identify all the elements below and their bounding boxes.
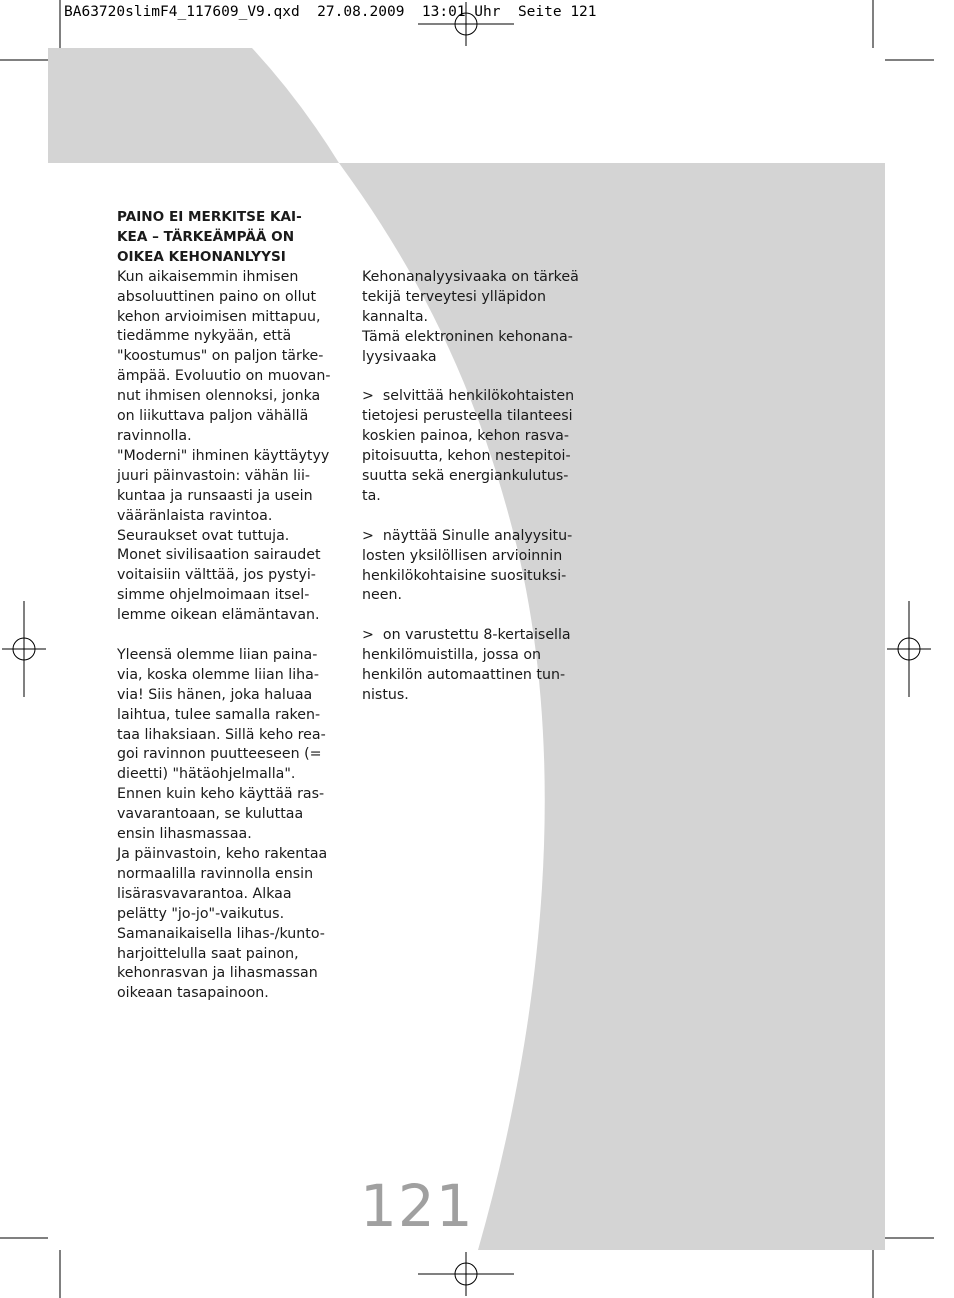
text-line: juuri päinvastoin: vähän lii- — [117, 467, 311, 484]
text-line: voitaisiin välttää, jos pystyi- — [117, 567, 316, 584]
text-line: laihtua, tulee samalla raken- — [117, 706, 321, 723]
left-column-body — [117, 268, 332, 1005]
text-line: lyysivaaka — [362, 348, 437, 365]
text-line: dieetti) "hätäohjelmalla". — [117, 766, 296, 783]
text-line: ensin lihasmassaa. — [117, 826, 252, 843]
text-line: ravinnolla. — [117, 427, 192, 444]
section-heading — [117, 208, 332, 268]
text-line: "koostumus" on paljon tärke- — [117, 348, 324, 365]
text-line: Kun aikaisemmin ihmisen — [117, 268, 299, 285]
text-line: lemme oikean elämäntavan. — [117, 607, 320, 624]
page-number: 121 — [360, 1172, 474, 1240]
text-line: koskien painoa, kehon rasva- — [362, 428, 569, 445]
left-text-column — [117, 208, 332, 1004]
registration-mark-right — [887, 601, 931, 697]
text-line: absoluuttinen paino on ollut — [117, 288, 317, 305]
text-line: via, koska olemme liian liha- — [117, 666, 319, 683]
text-line — [362, 507, 577, 527]
text-line: Kehonanalyysivaaka on tärkeä — [362, 269, 579, 285]
text-line: suutta sekä energiankulutus- — [362, 468, 569, 485]
text-line: pelätty "jo-jo"-vaikutus. — [117, 905, 285, 922]
registration-mark-left — [2, 601, 46, 697]
text-line — [117, 626, 332, 646]
text-line: pitoisuutta, kehon nestepitoi- — [362, 448, 571, 465]
text-line: nistus. — [362, 686, 409, 703]
heading-line: KEA – TÄRKEÄMPÄÄ ON — [117, 228, 295, 245]
top-grey-band — [48, 48, 339, 163]
text-line: losten yksilöllisen arvioinnin — [362, 547, 563, 564]
text-line: simme ohjelmoimaan itsel- — [117, 587, 310, 604]
text-line: vääränlaista ravintoa. — [117, 507, 273, 524]
text-line: taa lihaksiaan. Sillä keho rea- — [117, 726, 326, 743]
right-column-body — [362, 268, 577, 706]
text-line: kannalta. — [362, 308, 429, 325]
text-line: Tämä elektroninen kehonana- — [362, 328, 573, 345]
text-line: > näyttää Sinulle analyysitu- — [362, 527, 573, 544]
text-line: nut ihmisen olennoksi, jonka — [117, 388, 321, 405]
print-slug-header: BA63720slimF4_117609_V9.qxd 27.08.2009 13:01 Uhr Seite 121 — [64, 4, 597, 20]
text-line: oikeaan tasapainoon. — [117, 985, 269, 1002]
text-line: ta. — [362, 487, 381, 504]
text-line: "Moderni" ihminen käyttäytyy — [117, 447, 330, 464]
text-line: tiedämme nykyään, että — [117, 328, 292, 345]
text-line: vavarantoaan, se kuluttaa — [117, 806, 304, 823]
text-line: kuntaa ja runsaasti ja usein — [117, 487, 313, 504]
text-line: henkilökohtaisine suosituksi- — [362, 567, 567, 584]
text-line: Samanaikaisella lihas-/kunto- — [117, 925, 325, 942]
text-line: Seuraukset ovat tuttuja. — [117, 527, 290, 544]
text-line: ämpää. Evoluutio on muovan- — [117, 368, 331, 385]
text-line: henkilömuistilla, jossa on — [362, 647, 542, 664]
heading-line: OIKEA KEHONANLYYSI — [117, 248, 286, 265]
text-line: lisärasvavarantoa. Alkaa — [117, 885, 292, 902]
text-line: > selvittää henkilökohtaisten — [362, 388, 575, 405]
text-line: kehon arvioimisen mittapuu, — [117, 308, 321, 325]
text-line: henkilön automaattinen tun- — [362, 667, 566, 684]
text-line: neen. — [362, 587, 402, 604]
text-line: via! Siis hänen, joka haluaa — [117, 686, 313, 703]
text-line: normaalilla ravinnolla ensin — [117, 865, 314, 882]
text-line: kehonrasvan ja lihasmassan — [117, 965, 318, 982]
text-line: Yleensä olemme liian paina- — [117, 646, 318, 663]
text-line: tekijä terveytesi ylläpidon — [362, 288, 546, 305]
text-line: goi ravinnon puutteeseen (= — [117, 746, 322, 763]
text-line: Ennen kuin keho käyttää ras- — [117, 786, 325, 803]
heading-line: PAINO EI MERKITSE KAI- — [117, 209, 302, 225]
text-line: > on varustettu 8-kertaisella — [362, 627, 571, 644]
text-line — [362, 368, 577, 388]
text-line: Monet sivilisaation sairaudet — [117, 547, 321, 564]
registration-mark-bottom — [418, 1252, 514, 1296]
text-line: tietojesi perusteella tilanteesi — [362, 408, 573, 425]
text-line: Ja päinvastoin, keho rakentaa — [117, 845, 328, 862]
text-line: on liikuttava paljon vähällä — [117, 408, 309, 425]
text-line: harjoittelulla saat painon, — [117, 945, 299, 962]
text-line — [362, 606, 577, 626]
right-text-column — [362, 268, 577, 706]
